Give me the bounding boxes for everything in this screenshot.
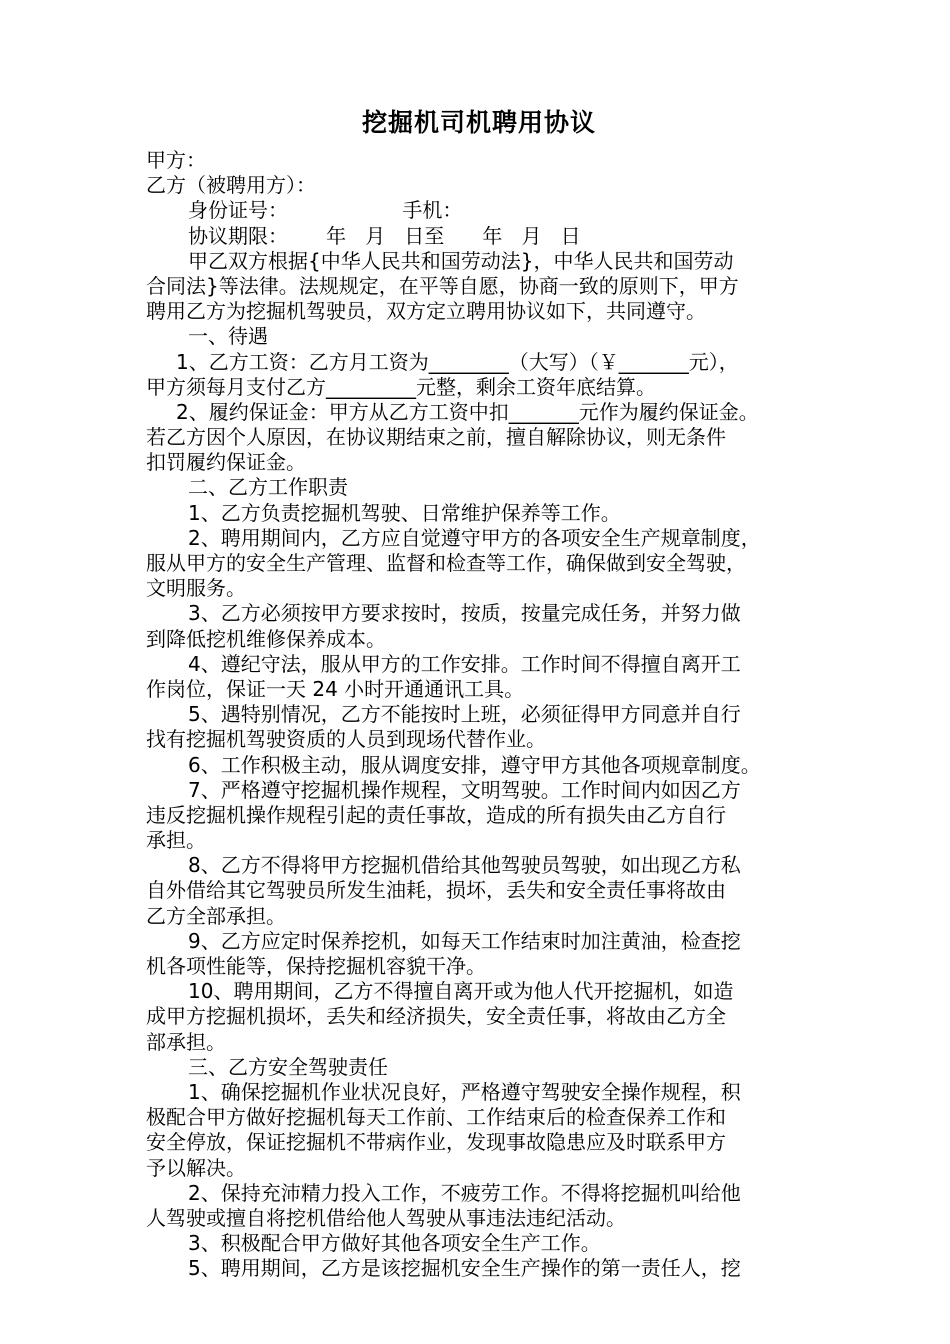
paragraph-line: 2、聘用期间内，乙方应自觉遵守甲方的各项安全生产规章制度， bbox=[188, 525, 761, 550]
paragraph-line: 扣罚履约保证金。 bbox=[146, 450, 306, 475]
id-phone-line: 身份证号： 手机： bbox=[188, 198, 463, 223]
paragraph-line: 服从甲方的安全生产管理、监督和检查等工作，确保做到安全驾驶， bbox=[146, 551, 746, 575]
paragraph-line: 甲乙双方根据{中华人民共和国劳动法}，中华人民共和国劳动 bbox=[188, 248, 734, 273]
paragraph-line: 1、确保挖掘机作业状况良好，严格遵守驾驶安全操作规程，积 bbox=[188, 1079, 741, 1104]
paragraph-line: 1、乙方负责挖掘机驾驶、日常维护保养等工作。 bbox=[188, 500, 621, 525]
paragraph-line: 2、保持充沛精力投入工作，不疲劳工作。不得将挖掘机叫给他 bbox=[188, 1180, 741, 1205]
contract-document bbox=[146, 108, 812, 1281]
paragraph-line: 2、履约保证金：甲方从乙方工资中扣_______元作为履约保证金。 bbox=[176, 399, 759, 424]
paragraph-line: 5、遇特别情况，乙方不能按时上班，必须征得甲方同意并自行 bbox=[188, 702, 741, 727]
paragraph-line: 4、遵纪守法，服从甲方的工作安排。工作时间不得擅自离开工 bbox=[188, 651, 741, 676]
paragraph-line: 极配合甲方做好挖掘机每天工作前、工作结束后的检查保养工作和 bbox=[146, 1105, 726, 1130]
party-b-line: 乙方（被聘用方）： bbox=[146, 173, 316, 198]
paragraph-line: 3、积极配合甲方做好其他各项安全生产工作。 bbox=[188, 1231, 601, 1256]
paragraph-line: 成甲方挖掘机损坏，丢失和经济损失，安全责任事，将故由乙方全 bbox=[146, 1004, 726, 1029]
paragraph-line: 1、乙方工资：乙方月工资为________（大写）（￥_______元）， bbox=[176, 349, 739, 374]
paragraph-line: 到降低挖机维修保养成本。 bbox=[146, 626, 386, 651]
paragraph-line: 找有挖掘机驾驶资质的人员到现场代替作业。 bbox=[146, 727, 546, 752]
paragraph-line: 乙方全部承担。 bbox=[146, 903, 286, 928]
section-heading: 三、乙方安全驾驶责任 bbox=[188, 1054, 388, 1079]
document-title: 挖掘机司机聘用协议 bbox=[361, 108, 596, 137]
party-a-line: 甲方： bbox=[146, 148, 206, 172]
term-line: 协议期限： 年 月 日至 年 月 日 bbox=[188, 223, 581, 248]
paragraph-line: 甲方须每月支付乙方_________元整，剩余工资年底结算。 bbox=[146, 374, 656, 399]
paragraph-line: 合同法}等法律。法规规定，在平等自愿，协商一致的原则下，甲方 bbox=[146, 273, 739, 298]
paragraph-line: 9、乙方应定时保养挖机，如每天工作结束时加注黄油，检查挖 bbox=[188, 928, 741, 953]
section-heading: 二、乙方工作职责 bbox=[188, 475, 348, 500]
section-heading: 一、待遇 bbox=[188, 324, 268, 349]
paragraph-line: 机各项性能等，保持挖掘机容貌干净。 bbox=[146, 954, 486, 978]
paragraph-line: 安全停放，保证挖掘机不带病作业，发现事故隐患应及时联系甲方 bbox=[146, 1130, 726, 1155]
paragraph-line: 10、聘用期间，乙方不得擅自离开或为他人代开挖掘机，如造 bbox=[188, 979, 734, 1004]
paragraph-line: 承担。 bbox=[146, 828, 206, 853]
paragraph-line: 6、工作积极主动，服从调度安排，遵守甲方其他各项规章制度。 bbox=[188, 752, 761, 777]
paragraph-line: 作岗位，保证一天 24 小时开通通讯工具。 bbox=[146, 676, 525, 701]
paragraph-line: 8、乙方不得将甲方挖掘机借给其他驾驶员驾驶，如出现乙方私 bbox=[188, 853, 741, 878]
paragraph-line: 部承担。 bbox=[146, 1029, 226, 1054]
paragraph-line: 若乙方因个人原因，在协议期结束之前，擅自解除协议，则无条件 bbox=[146, 425, 726, 450]
paragraph-line: 予以解决。 bbox=[146, 1155, 246, 1180]
paragraph-line: 文明服务。 bbox=[146, 576, 246, 601]
paragraph-line: 3、乙方必须按甲方要求按时，按质，按量完成任务，并努力做 bbox=[188, 601, 741, 626]
paragraph-line: 聘用乙方为挖掘机驾驶员，双方定立聘用协议如下，共同遵守。 bbox=[146, 299, 706, 324]
paragraph-line: 自外借给其它驾驶员所发生油耗，损坏，丢失和安全责任事将故由 bbox=[146, 878, 726, 903]
paragraph-line: 7、严格遵守挖掘机操作规程，文明驾驶。工作时间内如因乙方 bbox=[188, 777, 741, 802]
paragraph-line: 人驾驶或擅自将挖机借给他人驾驶从事违法违纪活动。 bbox=[146, 1205, 626, 1230]
paragraph-line: 违反挖掘机操作规程引起的责任事故，造成的所有损失由乙方自行 bbox=[146, 802, 726, 827]
paragraph-line: 5、聘用期间，乙方是该挖掘机安全生产操作的第一责任人，挖 bbox=[188, 1256, 741, 1281]
